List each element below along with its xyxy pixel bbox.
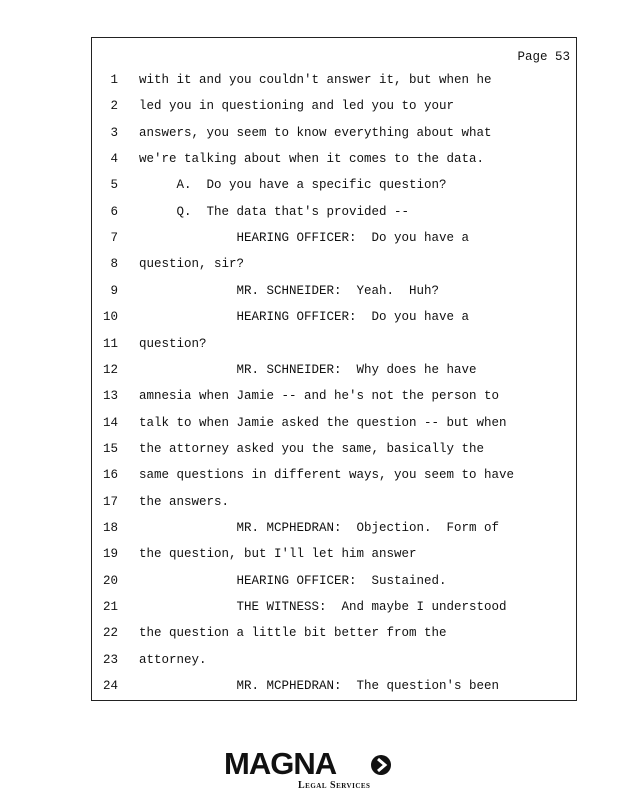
- transcript-line: [92, 304, 578, 330]
- line-text: Q. The data that's provided --: [139, 204, 410, 219]
- transcript-line: [92, 251, 578, 277]
- line-text: HEARING OFFICER: Do you have a: [139, 231, 470, 246]
- line-number: 10: [102, 310, 118, 325]
- line-number: 1: [110, 73, 118, 87]
- line-number: 19: [102, 547, 118, 562]
- line-text: led you in questioning and led you to your: [139, 99, 455, 114]
- transcript-line: [92, 673, 578, 699]
- line-number: 20: [102, 573, 118, 588]
- transcript-line: [92, 594, 578, 620]
- line-text: A. Do you have a specific question?: [139, 178, 447, 193]
- line-text: MR. SCHNEIDER: Yeah. Huh?: [139, 283, 440, 298]
- logo-wordmark: MAGNA: [224, 746, 337, 781]
- line-text: the attorney asked you the same, basically the: [139, 441, 485, 456]
- transcript-line: [92, 120, 578, 146]
- line-number: 9: [110, 283, 118, 298]
- line-text: question, sir?: [139, 257, 245, 272]
- transcript-line: [92, 331, 578, 357]
- line-number: 4: [110, 152, 118, 167]
- transcript-line: [92, 489, 578, 515]
- line-text: HEARING OFFICER: Do you have a: [139, 310, 470, 325]
- line-text: talk to when Jamie asked the question -- but when: [139, 415, 507, 430]
- line-number: 23: [102, 652, 118, 667]
- line-number: 11: [102, 336, 118, 351]
- line-number: 8: [110, 257, 118, 272]
- transcript-line: [92, 647, 578, 673]
- transcript-line: [92, 67, 578, 93]
- line-text: MR. SCHNEIDER: Why does he have: [139, 362, 477, 377]
- transcript-line: [92, 357, 578, 383]
- transcript-line: [92, 172, 578, 198]
- line-number: 12: [102, 362, 118, 377]
- line-text: the question, but I'll let him answer: [139, 547, 417, 562]
- line-text: THE WITNESS: And maybe I understood: [139, 600, 507, 614]
- line-text: attorney.: [139, 652, 207, 667]
- line-text: same questions in different ways, you seem to have: [139, 468, 515, 483]
- line-number: 2: [110, 99, 118, 114]
- line-number: 24: [102, 679, 118, 694]
- transcript-line: [92, 225, 578, 251]
- line-number: 15: [102, 441, 118, 456]
- transcript-line: [92, 541, 578, 567]
- transcript-line: [92, 620, 578, 646]
- line-text: amnesia when Jamie -- and he's not the person to: [139, 389, 500, 404]
- line-text: MR. MCPHEDRAN: The question's been: [139, 679, 500, 694]
- logo-arrow-icon: [370, 754, 392, 776]
- transcript-line: [92, 436, 578, 462]
- line-text: HEARING OFFICER: Sustained.: [139, 573, 447, 588]
- transcript-line: [92, 93, 578, 119]
- line-text: the question a little bit better from the: [139, 626, 447, 641]
- line-text: the answers.: [139, 494, 230, 509]
- line-number: 6: [110, 204, 118, 219]
- line-text: question?: [139, 336, 207, 351]
- line-text: with it and you couldn't answer it, but when he: [139, 73, 492, 87]
- transcript-line: [92, 462, 578, 488]
- line-number: 22: [102, 626, 118, 641]
- line-number: 14: [102, 415, 118, 430]
- transcript-line: [92, 568, 578, 594]
- line-number: 18: [102, 520, 118, 535]
- transcript-line: [92, 410, 578, 436]
- line-number: 13: [102, 389, 118, 404]
- logo-subtitle: Legal Services: [298, 780, 371, 791]
- line-text: we're talking about when it comes to the data.: [139, 152, 485, 167]
- transcript-line: [92, 383, 578, 409]
- line-text: MR. MCPHEDRAN: Objection. Form of: [139, 520, 500, 535]
- line-number: 21: [102, 600, 118, 614]
- transcript-line: [92, 515, 578, 541]
- line-number: 5: [110, 178, 118, 193]
- transcript-line: [92, 278, 578, 304]
- line-number: 7: [110, 231, 118, 246]
- transcript-page: [91, 37, 577, 701]
- magna-logo: [224, 748, 394, 794]
- transcript-line: [92, 199, 578, 225]
- line-number: 17: [102, 494, 118, 509]
- line-number: 16: [102, 468, 118, 483]
- line-number: 3: [110, 125, 118, 140]
- line-text: answers, you seem to know everything about what: [139, 125, 492, 140]
- page-number: Page 53: [517, 50, 570, 64]
- transcript-line: [92, 146, 578, 172]
